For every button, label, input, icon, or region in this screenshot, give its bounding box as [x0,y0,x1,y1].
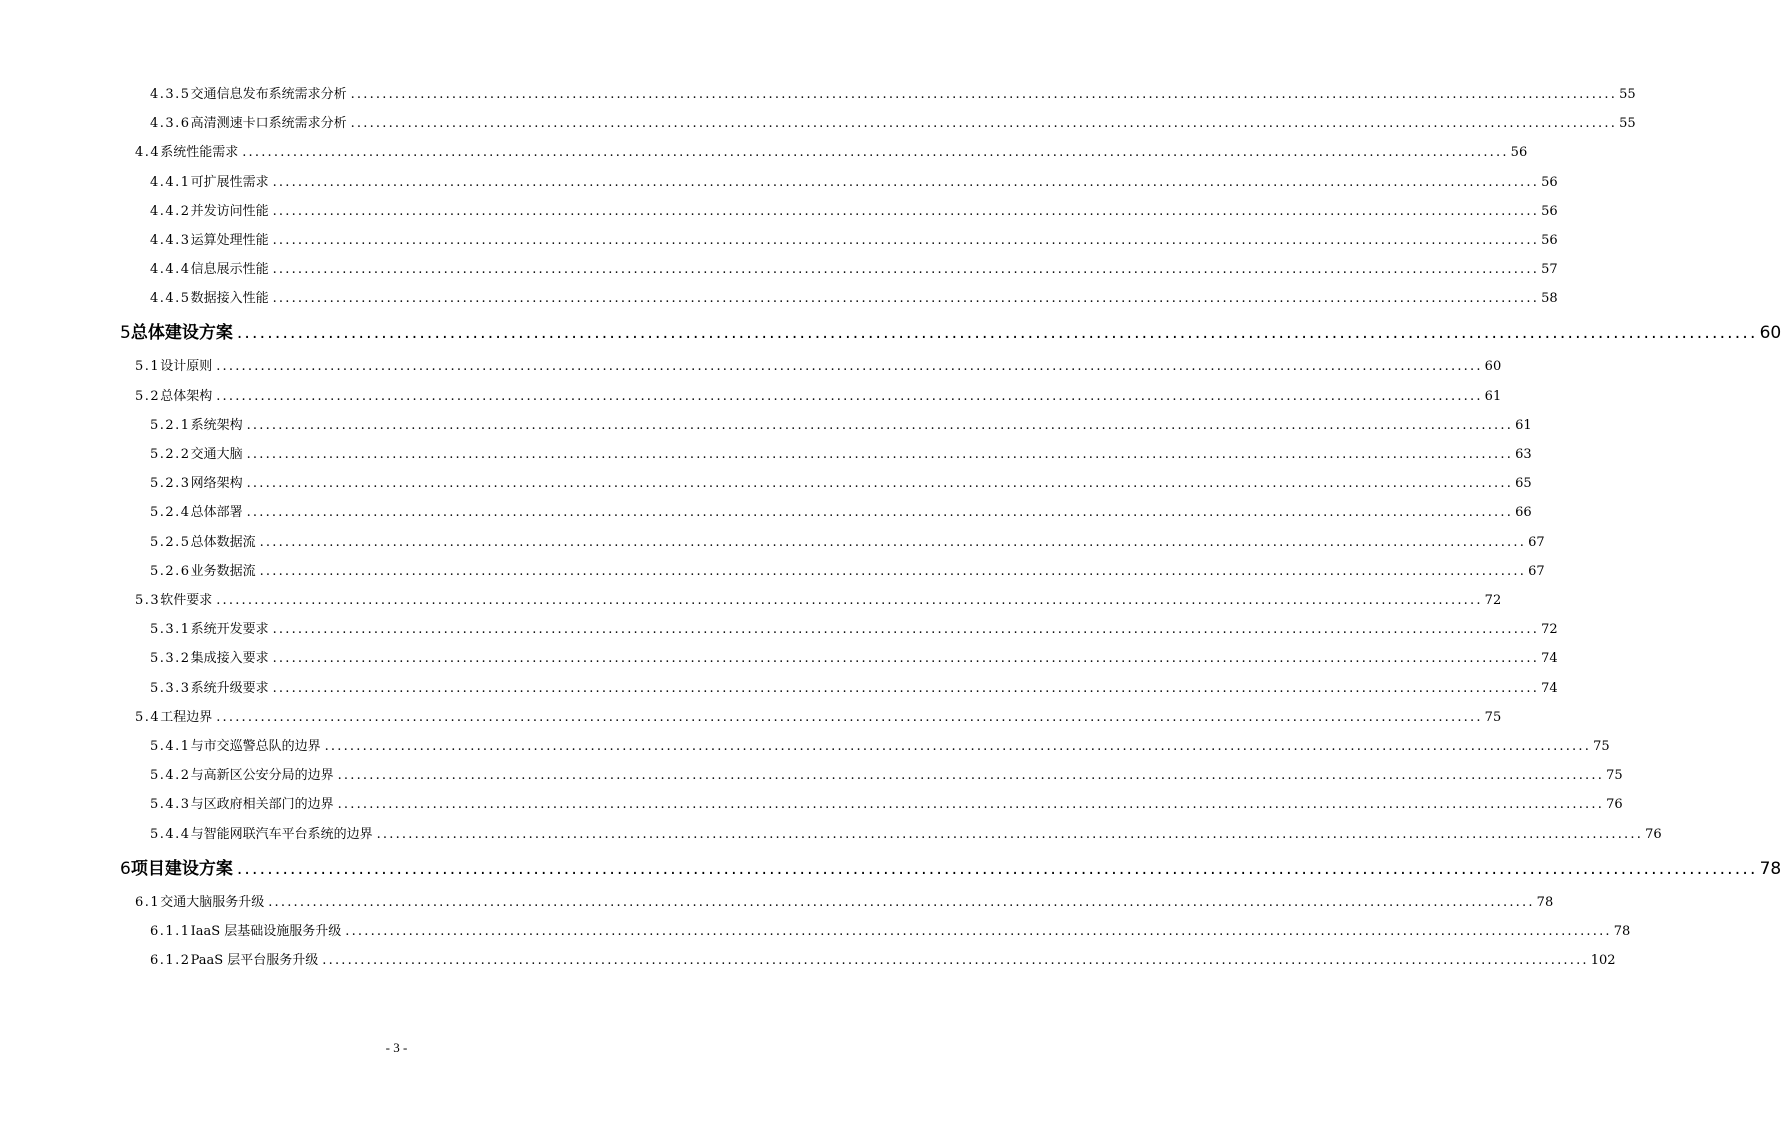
toc-entry-number: 5.2.2 [150,447,191,462]
toc-entry-page: 75 [1484,709,1502,725]
toc-entry-page: 63 [1515,447,1532,462]
toc-entry[interactable] [150,259,1558,281]
toc-entry-title: 可扩展性需求 [190,174,269,190]
toc-entry-title: 高清测速卡口系统需求分析 [190,116,347,132]
toc-entry-number: 4.4.1 [150,174,191,190]
toc-entry[interactable] [150,824,1662,846]
toc-entry-title: 并发访问性能 [190,203,269,219]
toc-entry-number: 5.3.1 [150,622,191,638]
toc-entry-title: 集成接入要求 [190,651,269,667]
toc-entry-number: 5.3.2 [150,651,191,667]
toc-entry[interactable] [150,415,1532,437]
toc-entry-number: 5.4 [135,709,161,725]
toc-entry-page: 56 [1541,203,1558,219]
toc-entry-title: 系统性能需求 [160,145,239,161]
toc-entry[interactable] [150,794,1623,816]
toc-entry-title: 业务数据流 [190,563,256,579]
toc-entry[interactable] [135,590,1502,612]
toc-leader-dots: ........................................................................................................................................................................................................ [272,203,1540,219]
toc-entry-title: 系统升级要求 [190,680,269,696]
toc-entry-title: 交通大脑 [190,447,243,462]
toc-entry[interactable] [150,230,1558,252]
toc-leader-dots: ........................................................................................................................................................................................................ [272,262,1540,278]
toc-entry-number: 4.4.3 [150,233,191,248]
toc-entry-page: 74 [1541,651,1558,667]
toc-entry-page: 56 [1541,233,1558,248]
toc-entry-page: 56 [1510,145,1528,161]
toc-entry-page: 55 [1619,87,1636,102]
toc-entry-title: 系统开发要求 [190,622,269,638]
toc-leader-dots: ........................................................................................................................................................................................................ [272,291,1540,307]
toc-entry-number: 6 [120,858,131,879]
toc-entry-page: 58 [1541,291,1558,307]
toc-entry-number: 4.4.4 [150,262,191,278]
toc-entry-page: 65 [1515,476,1532,492]
toc-entry-number: 5.3 [135,593,161,608]
toc-leader-dots: ........................................................................................................................................................................................................ [246,447,1514,462]
toc-entry-page: 76 [1645,826,1662,842]
toc-entry[interactable] [135,707,1502,729]
toc-entry-page: 67 [1528,534,1545,550]
toc-entry-page: 60 [1759,323,1781,344]
toc-leader-dots: ........................................................................................................................................................................................................ [324,739,1592,754]
toc-leader-dots: ........................................................................................................................................................................................................ [259,534,1527,550]
toc-leader-dots: ........................................................................................................................................................................................................ [272,233,1540,248]
toc-leader-dots: ........................................................................................................................................................................................................ [268,894,1535,910]
toc-entry[interactable] [150,532,1545,554]
toc-entry[interactable] [150,113,1636,135]
toc-entry-title: 工程边界 [160,709,213,725]
toc-entry-page: 74 [1541,680,1558,696]
toc-entry[interactable] [135,892,1554,914]
toc-entry-page: 78 [1613,923,1631,939]
toc-entry[interactable] [150,736,1610,758]
toc-entry-page: 76 [1606,797,1623,813]
toc-entry-title: 与高新区公安分局的边界 [190,768,334,784]
toc-entry-number: 6.1 [135,894,161,910]
toc-entry-title: 信息展示性能 [190,262,269,278]
toc-entry-number: 5.2.3 [150,476,191,492]
toc-leader-dots: ........................................................................................................................................................................................................ [246,505,1514,521]
toc-entry-title: 总体数据流 [190,534,256,550]
toc-entry-number: 5.4.4 [150,826,191,842]
toc-entry[interactable] [150,678,1558,700]
toc-leader-dots: ........................................................................................................................................................................................................ [216,593,1483,608]
toc-entry-page: 61 [1484,388,1502,404]
toc-leader-dots: ........................................................................................................................................................................................................ [376,826,1644,842]
toc-entry-number: 5.2 [135,388,161,404]
toc-entry-page: 78 [1536,894,1554,910]
toc-entry-number: 5.2.1 [150,417,191,433]
toc-entry-number: 5.2.6 [150,563,191,579]
toc-leader-dots: ........................................................................................................................................................................................................ [337,768,1605,784]
toc-leader-dots: ........................................................................................................................................................................................................ [350,116,1618,132]
toc-entry-page: 60 [1484,359,1502,375]
toc-entry[interactable] [150,444,1532,466]
toc-entry-title: 设计原则 [160,359,213,375]
toc-entry-title: 总体架构 [160,388,213,404]
toc-entry-title: 交通大脑服务升级 [160,894,265,910]
toc-entry[interactable] [150,648,1558,670]
toc-entry[interactable] [150,561,1545,583]
toc-entry[interactable] [135,386,1502,408]
toc-entry-title: 网络架构 [190,476,243,492]
toc-entry-page: 75 [1593,739,1610,754]
toc-entry-number: 5.2.5 [150,534,191,550]
toc-leader-dots: ........................................................................................................................................................................................................ [236,323,1758,344]
toc-entry-number: 4.4.5 [150,291,191,307]
toc-entry[interactable] [150,502,1532,524]
toc-entry-page: 67 [1528,563,1545,579]
toc-entry-page: 55 [1619,116,1636,132]
toc-entry-page: 78 [1759,858,1781,879]
toc-entry[interactable] [150,201,1558,223]
toc-chapter[interactable] [120,854,1781,884]
toc-entry-title: 软件要求 [160,593,213,608]
toc-entry-number: 5.1 [135,359,161,375]
toc-entry-page: 57 [1541,262,1558,278]
toc-leader-dots: ........................................................................................................................................................................................................ [350,87,1618,102]
toc-leader-dots: ........................................................................................................................................................................................................ [216,359,1483,375]
toc-leader-dots: ........................................................................................................................................................................................................ [272,622,1540,638]
toc-entry-page: 72 [1541,622,1558,638]
toc-entry-title: IaaS 层基础设施服务升级 [190,923,342,939]
toc-leader-dots: ........................................................................................................................................................................................................ [322,953,1589,968]
toc-entry-title: 与智能网联汽车平台系统的边界 [190,826,373,842]
toc-entry[interactable] [150,172,1558,194]
toc-entry-title: 与区政府相关部门的边界 [190,797,334,813]
toc-entry[interactable] [150,288,1558,310]
toc-entry-page: 56 [1541,174,1558,190]
toc-entry[interactable] [150,84,1636,106]
toc-entry-number: 5.4.2 [150,768,191,784]
toc-entry-title: 与市交巡警总队的边界 [190,739,321,754]
toc-entry-number: 4.4.2 [150,203,191,219]
toc-entry[interactable] [150,921,1631,943]
toc-entry-title: 交通信息发布系统需求分析 [190,87,347,102]
toc-entry-number: 6.1.2 [150,953,191,968]
toc-entry-page: 61 [1515,417,1532,433]
toc-entry-page: 66 [1515,505,1532,521]
toc-leader-dots: ........................................................................................................................................................................................................ [337,797,1605,813]
toc-entry-number: 5.2.4 [150,505,191,521]
toc-entry-number: 5.3.3 [150,680,191,696]
toc-entry[interactable] [150,619,1558,641]
toc-entry-title: 项目建设方案 [130,858,233,879]
toc-entry-number: 5.4.3 [150,797,191,813]
toc-leader-dots: ........................................................................................................................................................................................................ [216,388,1483,404]
toc-entry-title: 总体建设方案 [130,323,233,344]
toc-entry-title: 数据接入性能 [190,291,269,307]
toc-entry[interactable] [150,765,1623,787]
toc-entry[interactable] [150,473,1532,495]
toc-entry-page: 102 [1590,953,1616,968]
toc-leader-dots: ........................................................................................................................................................................................................ [242,145,1509,161]
toc-chapter[interactable] [120,318,1781,348]
toc-leader-dots: ........................................................................................................................................................................................................ [272,680,1540,696]
toc-entry-page: 72 [1484,593,1502,608]
toc-leader-dots: ........................................................................................................................................................................................................ [236,858,1758,879]
toc-entry[interactable] [150,950,1616,972]
toc-entry-number: 4.3.6 [150,116,191,132]
toc-entry-number: 5.4.1 [150,739,191,754]
toc-entry-title: 系统架构 [190,417,243,433]
toc-leader-dots: ........................................................................................................................................................................................................ [216,709,1483,725]
toc-entry-number: 4.4 [135,145,161,161]
toc-leader-dots: ........................................................................................................................................................................................................ [246,476,1514,492]
toc-entry-title: 总体部署 [190,505,243,521]
toc-entry-title: PaaS 层平台服务升级 [190,953,319,968]
toc-leader-dots: ........................................................................................................................................................................................................ [345,923,1612,939]
page-number: - 3 - [385,1040,408,1055]
toc-entry[interactable] [135,356,1502,378]
toc-leader-dots: ........................................................................................................................................................................................................ [246,417,1514,433]
toc-leader-dots: ........................................................................................................................................................................................................ [272,651,1540,667]
toc-entry-page: 75 [1606,768,1623,784]
toc-leader-dots: ........................................................................................................................................................................................................ [259,563,1527,579]
toc-entry-number: 5 [120,323,131,344]
toc-entry[interactable] [135,142,1528,164]
toc-entry-number: 6.1.1 [150,923,191,939]
toc-leader-dots: ........................................................................................................................................................................................................ [272,174,1540,190]
toc-entry-title: 运算处理性能 [190,233,269,248]
toc-entry-number: 4.3.5 [150,87,191,102]
